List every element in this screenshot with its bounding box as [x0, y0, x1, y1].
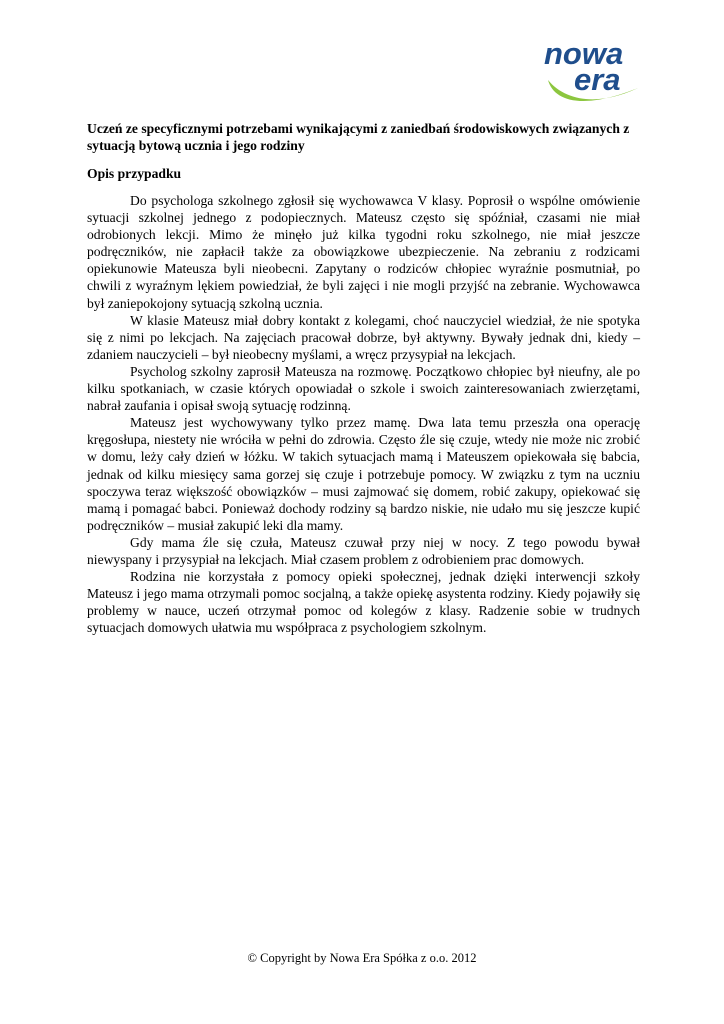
logo-text-nowa: nowa	[544, 36, 624, 71]
logo-text-era: era	[574, 62, 621, 97]
copyright-footer: © Copyright by Nowa Era Spółka z o.o. 2012	[247, 951, 477, 965]
document-body	[87, 120, 640, 636]
paragraph-4: Mateusz jest wychowywany tylko przez mamę. Dwa lata temu przeszła ona operację kręgosłupa, niestety nie wróciła w pełni do zdrowia. Często źle się czuje, wtedy nie może nic zrobić w domu, leży cały dzień w łóżku. W takich sytuacjach mamą i Mateuszem opiekowała się babcia, jednak od kilku miesięcy sama gorzej się czuje i potrzebuje pomocy. W związku z tym na uczniu spoczywa teraz większość obowiązków – musi zajmować się domem, robić zakupy, opiekować się mamą i pomagać babci. Ponieważ dochody rodziny są bardzo niskie, nie udało mu się jeszcze kupić podręczników – musiał zakupić leki dla mamy.	[87, 415, 640, 533]
paragraph-1: Do psychologa szkolnego zgłosił się wychowawca V klasy. Poprosił o wspólne omówienie sytuacji szkolnej jednego z podopiecznych. Mateusz często się spóźniał, czasami nie miał odrobionych lekcji. Mimo że minęło już kilka tygodni roku szkolnego, nie miał jeszcze podręczników, nie zapłacił także za obowiązkowe ubezpieczenie. Na zebraniu z rodzicami opiekunowie Mateusza byli nieobecni. Zapytany o rodziców chłopiec wyraźnie posmutniał, po chwili z wyraźnym lękiem powiedział, że byli zajęci i nie mogli przyjść na zebranie. Wychowawca był zaniepokojony sytuacją szkolną ucznia.	[87, 193, 640, 311]
paragraph-5: Gdy mama źle się czuła, Mateusz czuwał przy niej w nocy. Z tego powodu bywał niewyspany i przysypiał na lekcjach. Miał czasem problem z odrobieniem prac domowych.	[87, 534, 640, 567]
paragraph-6: Rodzina nie korzystała z pomocy opieki społecznej, jednak dzięki interwencji szkoły Mateusz i jego mama otrzymali pomoc socjalną, a także opiekę asystenta rodziny. Kiedy pojawiły się problemy w nauce, uczeń otrzymał pomoc od kolegów z klasy. Radzenie sobie w trudnych sytuacjach domowych ułatwia mu współpraca z psychologiem szkolnym.	[87, 569, 640, 636]
paragraph-3: Psycholog szkolny zaprosił Mateusza na rozmowę. Początkowo chłopiec był nieufny, ale po kilku spotkaniach, w czasie których opowiadał o szkole i swoich zainteresowaniach zwierzętami, nabrał zaufania i opisał swoją sytuację rodzinną.	[87, 363, 640, 414]
nowa-era-logo	[540, 36, 650, 108]
document-title: Uczeń ze specyficznymi potrzebami wynikającymi z zaniedbań środowiskowych związanych z sytuacją bytową ucznia i jego rodziny	[87, 121, 630, 153]
paragraph-2: W klasie Mateusz miał dobry kontakt z kolegami, choć nauczyciel wiedział, że nie spotyka się z nimi po lekcjach. Na zajęciach pracował dobrze, był aktywny. Bywały jednak dni, kiedy – zdaniem nauczycieli – był nieobecny myślami, a wręcz przysypiał na lekcjach.	[87, 312, 640, 362]
section-heading: Opis przypadku	[87, 166, 182, 181]
